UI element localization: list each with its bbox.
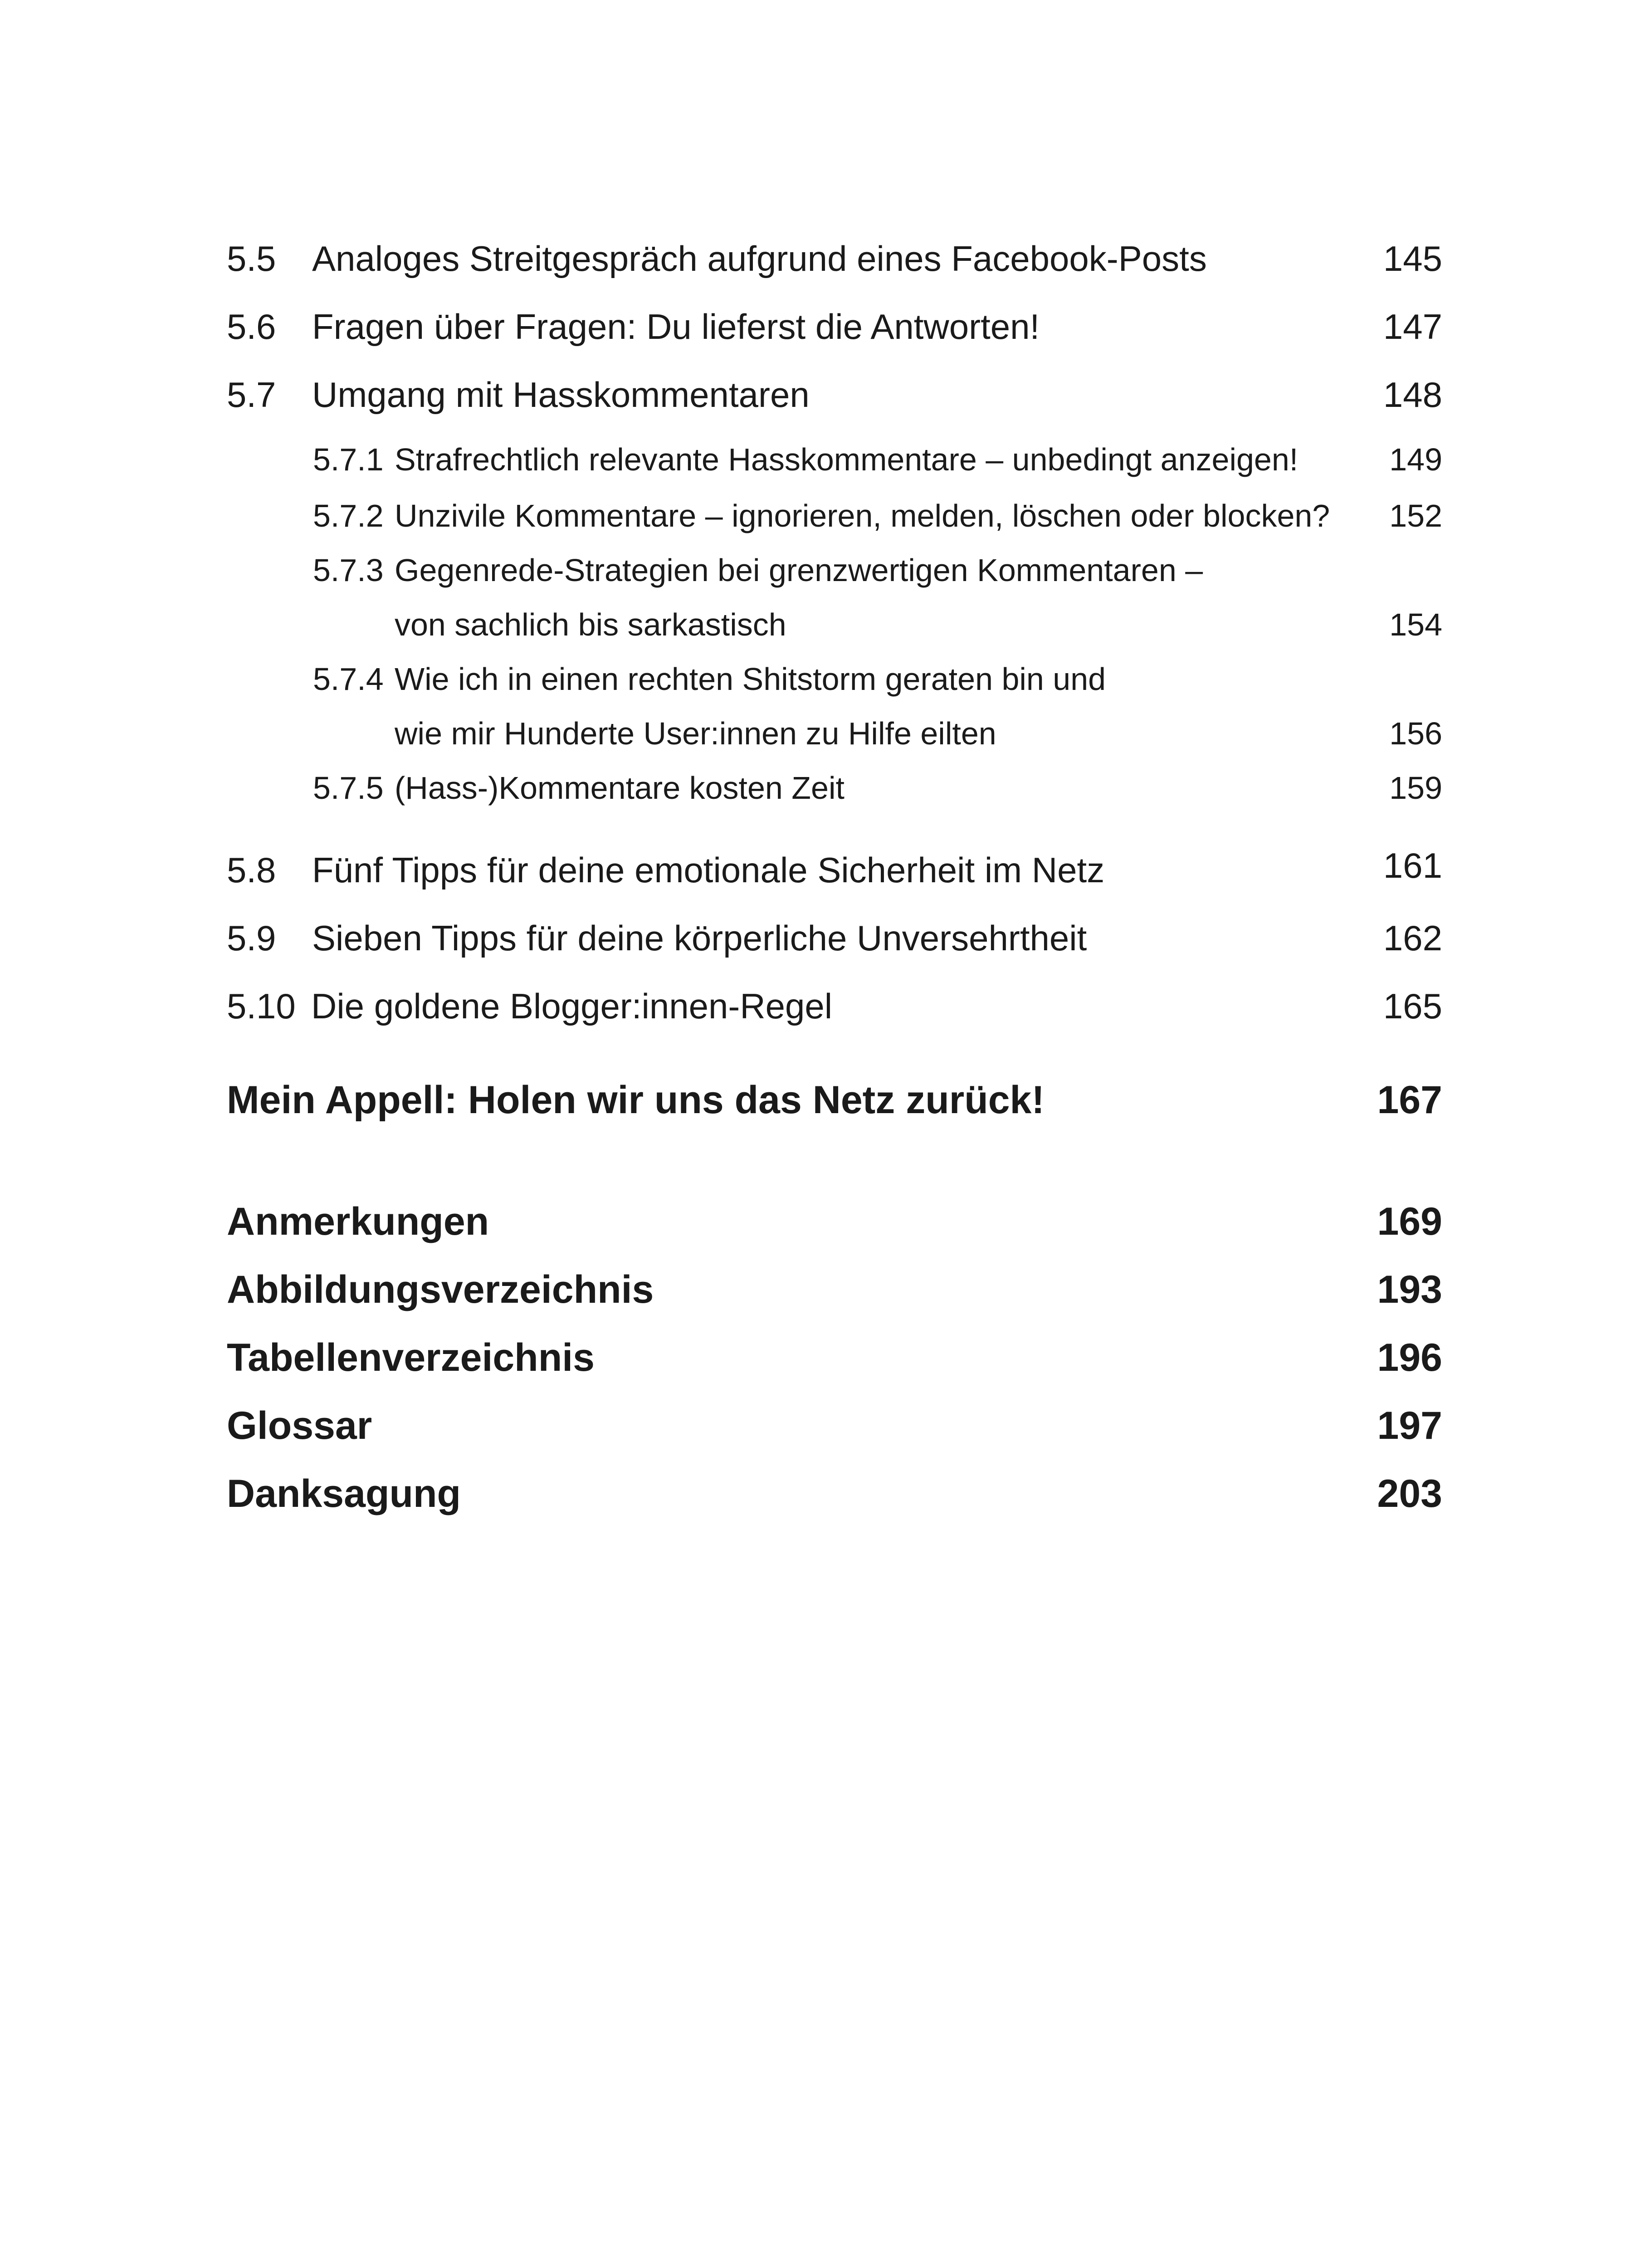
entry-page: 156: [1389, 716, 1442, 751]
chapter-page: 167: [1377, 1078, 1442, 1122]
chapter-title: Abbildungsverzeichnis: [227, 1268, 654, 1311]
entry-number: 5.7.5: [313, 770, 384, 806]
table-of-contents: [227, 0, 1442, 2268]
entry-page: 148: [1383, 375, 1442, 415]
entry-number: 5.7.2: [313, 498, 384, 533]
entry-number: 5.5: [227, 239, 276, 279]
entry-number: 5.7.3: [313, 552, 384, 588]
entry-title: Fragen über Fragen: Du lieferst die Antworten!: [312, 307, 1040, 347]
chapter-page: 203: [1377, 1472, 1442, 1515]
chapter-title: Tabellenverzeichnis: [227, 1336, 595, 1379]
entry-number: 5.6: [227, 307, 276, 347]
entry-page: 161: [1383, 846, 1442, 885]
entry-number: 5.7.1: [313, 442, 384, 477]
chapter-title: Mein Appell: Holen wir uns das Netz zurück!: [227, 1078, 1045, 1122]
entry-title: Fünf Tipps für deine emotionale Sicherheit im Netz: [312, 850, 1105, 890]
entry-page: 149: [1389, 442, 1442, 477]
entry-title-line2: wie mir Hunderte User:innen zu Hilfe eilten: [395, 716, 996, 751]
entry-number: 5.9: [227, 918, 276, 958]
entry-title: Gegenrede-Strategien bei grenzwertigen Kommentaren –: [395, 552, 1203, 588]
chapter-title: Glossar: [227, 1404, 372, 1447]
entry-page: 165: [1383, 986, 1442, 1026]
chapter-page: 196: [1377, 1336, 1442, 1379]
entry-title: Analoges Streitgespräch aufgrund eines Facebook-Posts: [312, 239, 1207, 279]
entry-title: Die goldene Blogger:innen-Regel: [311, 986, 833, 1026]
entry-number: 5.8: [227, 850, 276, 890]
chapter-page: 169: [1377, 1200, 1442, 1243]
entry-page: 154: [1389, 607, 1442, 642]
chapter-page: 193: [1377, 1268, 1442, 1311]
chapter-title: Anmerkungen: [227, 1200, 489, 1243]
entry-page: 147: [1383, 307, 1442, 347]
entry-number: 5.7: [227, 375, 276, 415]
entry-title-line2: von sachlich bis sarkastisch: [395, 607, 786, 642]
entry-title: Wie ich in einen rechten Shitstorm geraten bin und: [395, 661, 1106, 697]
entry-title: Unzivile Kommentare – ignorieren, melden, löschen oder blocken?: [395, 498, 1330, 533]
entry-title: (Hass-)Kommentare kosten Zeit: [395, 770, 845, 806]
chapter-title: Danksagung: [227, 1472, 461, 1515]
entry-number: 5.7.4: [313, 661, 384, 697]
entry-page: 159: [1389, 770, 1442, 806]
entry-page: 162: [1383, 918, 1442, 958]
entry-page: 152: [1389, 498, 1442, 533]
entry-title: Umgang mit Hasskommentaren: [312, 375, 810, 415]
entry-title: Strafrechtlich relevante Hasskommentare – unbedingt anzeigen!: [395, 442, 1299, 477]
entry-page: 145: [1383, 239, 1442, 279]
entry-number: 5.10: [227, 986, 296, 1026]
entry-title: Sieben Tipps für deine körperliche Unversehrtheit: [312, 918, 1087, 958]
chapter-page: 197: [1377, 1404, 1442, 1447]
